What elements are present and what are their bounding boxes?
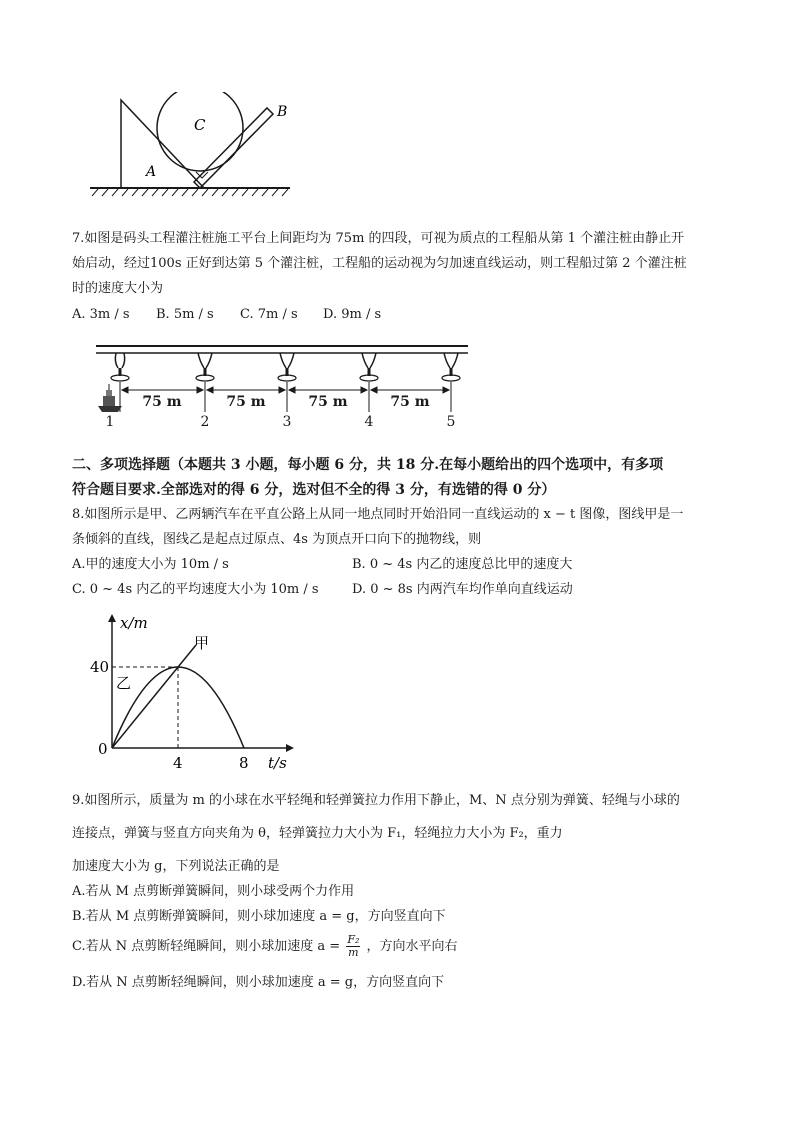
q8-option-a: A.甲的速度大小为 10m / s <box>72 557 229 572</box>
x-tick-8: 8 <box>239 754 249 772</box>
y-tick-40: 40 <box>90 658 110 676</box>
q7-option-d: D. 9m / s <box>323 307 382 322</box>
q8-option-d: D. 0 ~ 8s 内两汽车均作单向直线运动 <box>352 582 573 597</box>
span-label: 75 m <box>226 394 266 410</box>
span-label: 75 m <box>308 394 348 410</box>
q9-option-c-prefix: C.若从 N 点剪断轻绳瞬间，则小球加速度 a = <box>72 939 341 954</box>
q9-option-a: A.若从 M 点剪断弹簧瞬间，则小球受两个力作用 <box>72 884 355 899</box>
q8-text-line1: 8.如图所示是甲、乙两辆汽车在平直公路上从同一地点同时开始沿同一直线运动的 x − t 图像，图线甲是一 <box>72 507 684 522</box>
q9-option-c <box>72 934 458 960</box>
label-yi: 乙 <box>116 674 132 692</box>
pile-number: 2 <box>200 414 210 430</box>
section2-heading-line1: 二、多项选择题（本题共 3 小题，每小题 6 分，共 18 分.在每小题给出的四个选项中，有多项 <box>72 457 664 473</box>
pile-number: 4 <box>364 414 374 430</box>
q9-text-line2: 连接点，弹簧与竖直方向夹角为 θ，轻弹簧拉力大小为 F₁，轻绳拉力大小为 F₂，重力 <box>72 826 563 841</box>
q7-text-line3: 时的速度大小为 <box>72 281 164 296</box>
pile-number: 5 <box>446 414 456 430</box>
fraction-denominator: m <box>348 946 359 959</box>
x-axis-label: t/s <box>268 754 287 772</box>
q7-option-c: C. 7m / s <box>240 307 298 322</box>
y-axis-label: x/m <box>120 614 148 632</box>
q9-option-d: D.若从 N 点剪断轻绳瞬间，则小球加速度 a = g，方向竖直向下 <box>72 975 445 990</box>
section2-heading-line2: 符合题目要求.全部选对的得 6 分，选对但不全的得 3 分，有选错的得 0 分） <box>72 482 556 498</box>
label-c: C <box>194 116 206 134</box>
q9-option-b: B.若从 M 点剪断弹簧瞬间，则小球加速度 a = g，方向竖直向下 <box>72 909 446 924</box>
label-b: B <box>277 104 288 120</box>
pile-number: 3 <box>282 414 292 430</box>
span-label: 75 m <box>142 394 182 410</box>
span-label: 75 m <box>390 394 430 410</box>
fraction-f2-over-m <box>346 934 360 959</box>
q9-option-c-suffix: ，方向水平向右 <box>366 939 458 954</box>
pier-figure <box>92 340 472 432</box>
q8-text-line2: 条倾斜的直线，图线乙是起点过原点、4s 为顶点开口向下的抛物线，则 <box>72 532 482 547</box>
q7-text-line2: 始启动，经过100s 正好到达第 5 个灌注桩，工程船的运动视为匀加速直线运动，则工程船过第 2 个灌注桩 <box>72 256 687 271</box>
x-tick-4: 4 <box>173 754 183 772</box>
xt-graph <box>90 608 300 772</box>
label-a: A <box>146 164 157 180</box>
fraction-numerator: F₂ <box>347 933 360 946</box>
line-jia <box>112 645 196 748</box>
q7-option-b: B. 5m / s <box>156 307 214 322</box>
curve-yi <box>112 667 244 748</box>
q8-option-c: C. 0 ~ 4s 内乙的平均速度大小为 10m / s <box>72 582 319 597</box>
q7-option-a: A. 3m / s <box>72 307 130 322</box>
origin-label: 0 <box>98 740 108 758</box>
q8-option-b: B. 0 ~ 4s 内乙的速度总比甲的速度大 <box>352 557 573 572</box>
q7-text-line1: 7.如图是码头工程灌注桩施工平台上间距均为 75m 的四段，可视为质点的工程船从第 1 个灌注桩由静止开 <box>72 231 685 246</box>
wedge-ball-figure <box>84 92 294 200</box>
q9-text-line1: 9.如图所示，质量为 m 的小球在水平轻绳和轻弹簧拉力作用下静止，M、N 点分别为弹簧、轻绳与小球的 <box>72 793 680 808</box>
pile-number: 1 <box>105 414 115 430</box>
label-jia: 甲 <box>194 634 210 652</box>
q9-text-line3: 加速度大小为 g，下列说法正确的是 <box>72 859 280 874</box>
boat-icon <box>98 384 122 412</box>
